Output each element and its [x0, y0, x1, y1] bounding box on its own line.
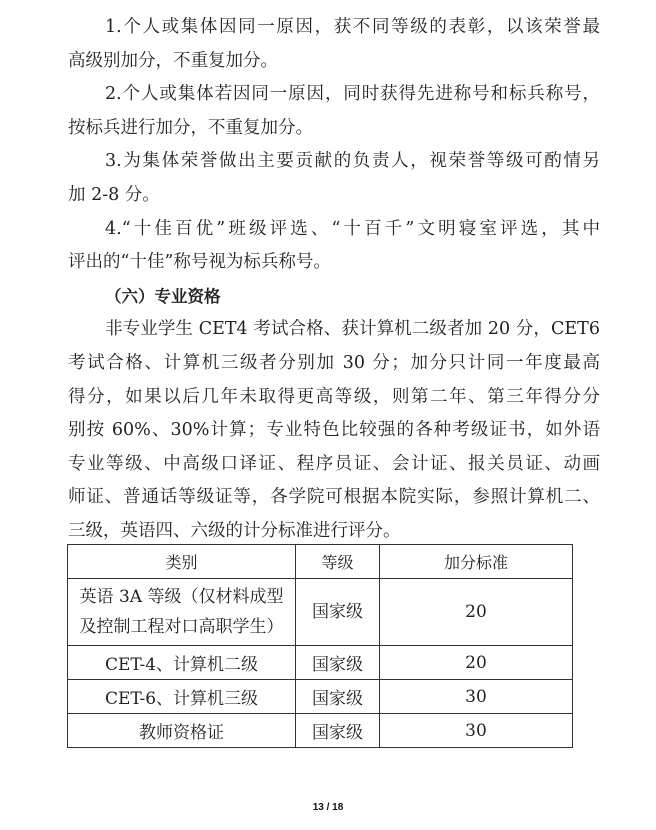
cell-category: 教师资格证 — [68, 714, 296, 748]
header-category: 类别 — [68, 545, 296, 579]
section-body-line: 非专业学生 CET4 考试合格、获计算机二级者加 20 分，CET6 — [105, 319, 600, 340]
section-heading: （六）专业资格 — [105, 286, 221, 306]
section-body-line: 三级，英语四、六级的计分标准进行评分。 — [68, 520, 401, 541]
cell-category: CET-6、计算机三级 — [68, 680, 296, 714]
page-number: 13 / 18 — [312, 802, 344, 813]
table-row — [68, 646, 573, 680]
cell-category: CET-4、计算机二级 — [68, 646, 296, 680]
cell-level: 国家级 — [296, 680, 380, 714]
section-body-line: 专业等级、中高级口译证、程序员证、会计证、报关员证、动画 — [68, 453, 600, 474]
header-level: 等级 — [296, 545, 380, 579]
cell-category-line: 英语 3A 等级（仅材料成型 — [79, 587, 284, 607]
paragraph-4-line-1: 4.“十佳百优”班级评选、“十百千”文明寝室评选，其中 — [105, 218, 600, 239]
table-row — [68, 714, 573, 748]
cell-level: 国家级 — [296, 579, 380, 646]
section-body-line: 得分，如果以后几年未取得更高等级，则第二年、第三年得分分 — [68, 386, 600, 407]
header-score: 加分标准 — [380, 545, 573, 579]
cell-score: 20 — [380, 646, 573, 680]
cell-level: 国家级 — [296, 646, 380, 680]
section-body-line: 考试合格、计算机三级者分别加 30 分；加分只计同一年度最高 — [68, 352, 600, 373]
paragraph-4-line-2: 评出的“十佳”称号视为标兵称号。 — [68, 252, 331, 273]
paragraph-2-line-1: 2.个人或集体若因同一原因，同时获得先进称号和标兵称号， — [105, 84, 600, 105]
cell-category — [68, 579, 296, 646]
document-body — [68, 11, 600, 549]
table-row — [68, 680, 573, 714]
paragraph-3-line-2: 加 2-8 分。 — [68, 184, 160, 205]
paragraph-3-line-1: 3.为集体荣誉做出主要贡献的负责人，视荣誉等级可酌情另 — [105, 151, 600, 172]
table-row — [68, 579, 573, 646]
paragraph-2-line-2: 按标兵进行加分，不重复加分。 — [68, 117, 313, 138]
cell-category-line: 及控制工程对口高职学生） — [79, 617, 284, 637]
section-body-line: 别按 60%、30%计算；专业特色比较强的各种考级证书，如外语 — [68, 420, 600, 441]
paragraph-1-line-2: 高级别加分，不重复加分。 — [68, 50, 278, 71]
section-body-line: 师证、普通话等级证等，各学院可根据本院实际，参照计算机二、 — [68, 487, 600, 508]
cell-score: 30 — [380, 714, 573, 748]
score-table — [67, 544, 573, 748]
table-header-row — [68, 545, 573, 579]
paragraph-1-line-1: 1.个人或集体因同一原因，获不同等级的表彰，以该荣誉最 — [105, 17, 600, 37]
cell-score: 30 — [380, 680, 573, 714]
cell-score: 20 — [380, 579, 573, 646]
cell-level: 国家级 — [296, 714, 380, 748]
